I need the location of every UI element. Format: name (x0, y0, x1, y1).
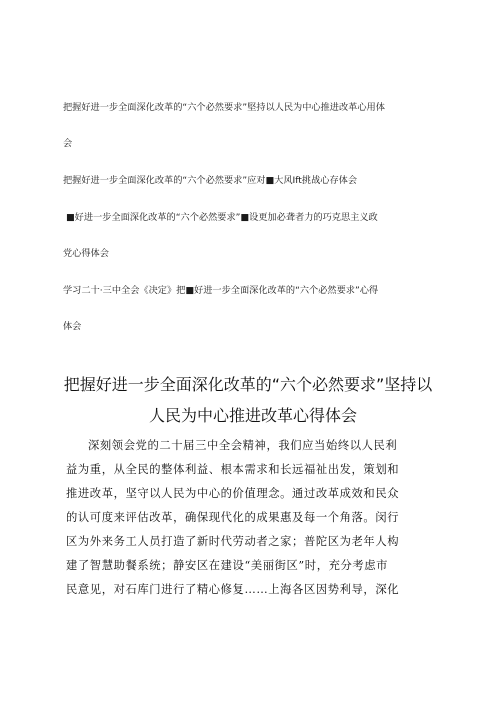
toc-entry-1-continued[interactable]: 会 (63, 138, 73, 149)
body-line-1: 深刻领会党的二十届三中全会精神，我们应当始终以人民利 (88, 439, 398, 452)
toc-entry-4-continued[interactable]: 体会 (63, 321, 82, 332)
body-line-4: 的认可度来评估改革，确保现代化的成果惠及每一个角落。闵行 (66, 511, 400, 524)
toc-entry-2[interactable]: 把握好进一步全面深化改革的“六个必然要求”应对■大风Ift挑战心存体会 (63, 175, 358, 186)
toc-entry-4[interactable]: 学习二十·三中全会《决定》把■好进一步全面深化改革的“六个必然要求”心得 (63, 285, 379, 296)
toc-entry-1[interactable]: 把握好进一步全面深化改革的“六个必然要求”堅持以人民为中心推进改革心用体 (63, 102, 385, 113)
body-line-7: 民意见，对石库门进行了精心修复……上海各区因势利导，深化 (66, 583, 400, 596)
toc-entry-3[interactable]: ■好进一步全面深化改革的“六个必然要求”■设更加必聋者力的巧克思主义政 (66, 212, 378, 223)
body-line-6: 建了智慧助餐系统；静安区在建设“美丽街区”时，充分考虑市 (66, 559, 389, 572)
article-title-line-2: 人民为中心推进改革心得体会 (148, 406, 357, 425)
body-line-3: 推进改革，坚守以人民为中心的价值理念。通过改革成效和民众 (66, 487, 400, 500)
toc-entry-3-continued[interactable]: 党心得体会 (63, 248, 109, 259)
body-line-2: 益为重，从全民的整体利益、根本需求和长远福祉出发，策划和 (66, 463, 400, 476)
body-line-5: 区为外来务工人员打造了新时代劳动者之家；普陀区为老年人构 (66, 535, 400, 548)
article-title-line-1: 把握好进一步全面深化改革的“六个必然要求”坚持以 (63, 375, 433, 394)
